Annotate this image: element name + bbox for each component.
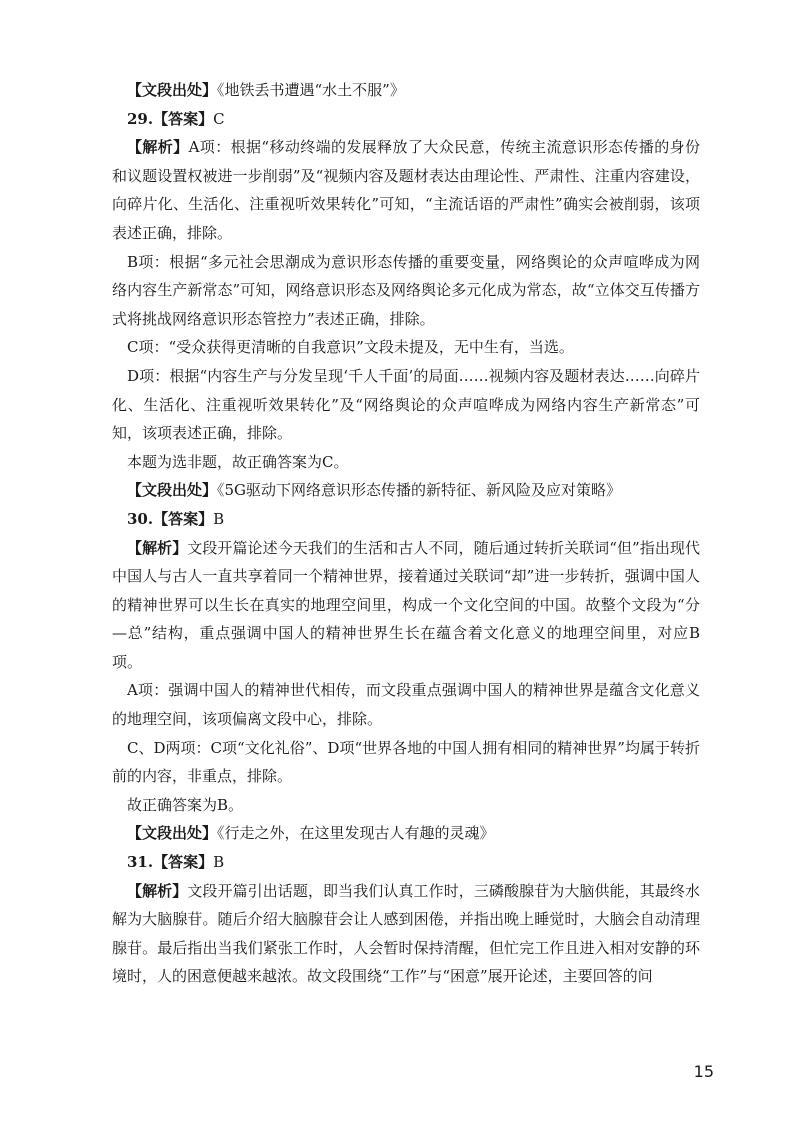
paragraph-text: 《地铁丢书遭遇“水土不服”》 bbox=[217, 81, 405, 99]
paragraph bbox=[112, 476, 700, 505]
paragraph bbox=[112, 362, 700, 448]
paragraph-text: C项：“受众获得更清晰的自我意识”文段未提及，无中生有，当选。 bbox=[127, 338, 574, 357]
page-number: 15 bbox=[693, 1062, 714, 1081]
paragraph-tag: 【文段出处】 bbox=[127, 824, 218, 843]
paragraph bbox=[112, 877, 700, 991]
paragraph bbox=[112, 133, 700, 247]
paragraph bbox=[112, 505, 700, 534]
paragraph bbox=[112, 734, 700, 791]
paragraph-text: C、D两项：C项“文化礼俗”、D项“世界各地的中国人拥有相同的精神世界”均属于转折前的内容，非重点，排除。 bbox=[112, 738, 700, 786]
paragraph bbox=[112, 333, 700, 362]
paragraph bbox=[112, 819, 700, 848]
paragraph-text: C bbox=[213, 109, 225, 128]
paragraph-text: 本题为选非题，故正确答案为C。 bbox=[127, 452, 349, 471]
paragraph-text: B bbox=[213, 853, 225, 872]
paragraph-text: D项：根据“内容生产与分发呈现‘千人千面’的局面……视频内容及题材表达……向碎片化、生活化、注重视听效果转化”及“网络舆论的众声喧哗成为网络内容生产新常态”可知，该项表述正确，排除。 bbox=[112, 366, 700, 443]
paragraph-text: A项：强调中国人的精神世代相传，而文段重点强调中国人的精神世界是蕴含文化意义的地理空间，该项偏离文段中心，排除。 bbox=[112, 681, 700, 729]
paragraph bbox=[112, 448, 700, 477]
answer-explanations bbox=[112, 76, 700, 991]
paragraph bbox=[112, 676, 700, 733]
paragraph-text: 文段开篇论述今天我们的生活和古人不同，随后通过转折关联词“但”指出现代中国人与古人一直共享着同一个精神世界，接着通过关联词“却”进一步转折，强调中国人的精神世界可以生长在真实的地理空间里，构成一个文化空间的中国。故整个文段为“分—总”结构，重点强调中国人的精神世界生长在蕴含着文化意义的地理空间里，对应B项。 bbox=[112, 538, 700, 671]
paragraph-text: 《5G驱动下网络意识形态传播的新特征、新风险及应对策略》 bbox=[217, 481, 622, 500]
paragraph-tag: 【解析】 bbox=[127, 138, 189, 157]
paragraph bbox=[112, 534, 700, 677]
paragraph-tag: 【文段出处】 bbox=[127, 481, 218, 500]
paragraph bbox=[112, 105, 700, 134]
paragraph-text: 故正确答案为B。 bbox=[127, 795, 244, 814]
paragraph-tag: 【文段出处】 bbox=[127, 81, 218, 99]
paragraph-tag: 【解析】 bbox=[127, 881, 188, 900]
paragraph bbox=[112, 848, 700, 877]
paragraph-text: A项：根据“移动终端的发展释放了大众民意，传统主流意识形态传播的身份和议题设置权被进一步削弱”及“视频内容及题材表达由理论性、严肃性、注重内容建设，向碎片化、生活化、注重视听效果转化”可知，“主流话语的严肃性”确实会被削弱，该项表述正确，排除。 bbox=[112, 138, 700, 242]
paragraph-tag: 【解析】 bbox=[127, 538, 188, 557]
paragraph-tag: 29.【答案】 bbox=[127, 109, 214, 128]
paragraph bbox=[112, 76, 700, 105]
paragraph-text: B项：根据“多元社会思潮成为意识形态传播的重要变量，网络舆论的众声喧哗成为网络内容生产新常态”可知，网络意识形态及网络舆论多元化成为常态，故“立体交互传播方式将挑战网络意识形态管控力”表述正确，排除。 bbox=[112, 252, 700, 328]
paragraph-text: 《行走之外，在这里发现古人有趣的灵魂》 bbox=[217, 824, 495, 843]
paragraph-tag: 31.【答案】 bbox=[127, 853, 214, 872]
paragraph bbox=[112, 248, 700, 334]
paragraph bbox=[112, 791, 700, 820]
paragraph-text: B bbox=[213, 509, 225, 528]
paragraph-tag: 30.【答案】 bbox=[127, 509, 214, 528]
paragraph-text: 文段开篇引出话题，即当我们认真工作时，三磷酸腺苷为大脑供能，其最终水解为大脑腺苷。随后介绍大脑腺苷会让人感到困倦，并指出晚上睡觉时，大脑会自动清理腺苷。最后指出当我们紧张工作时，人会暂时保持清醒，但忙完工作且进入相对安静的环境时，人的困意便越来越浓。故文段围绕“工作”与“困意”展开论述，主要回答的问 bbox=[112, 881, 700, 986]
